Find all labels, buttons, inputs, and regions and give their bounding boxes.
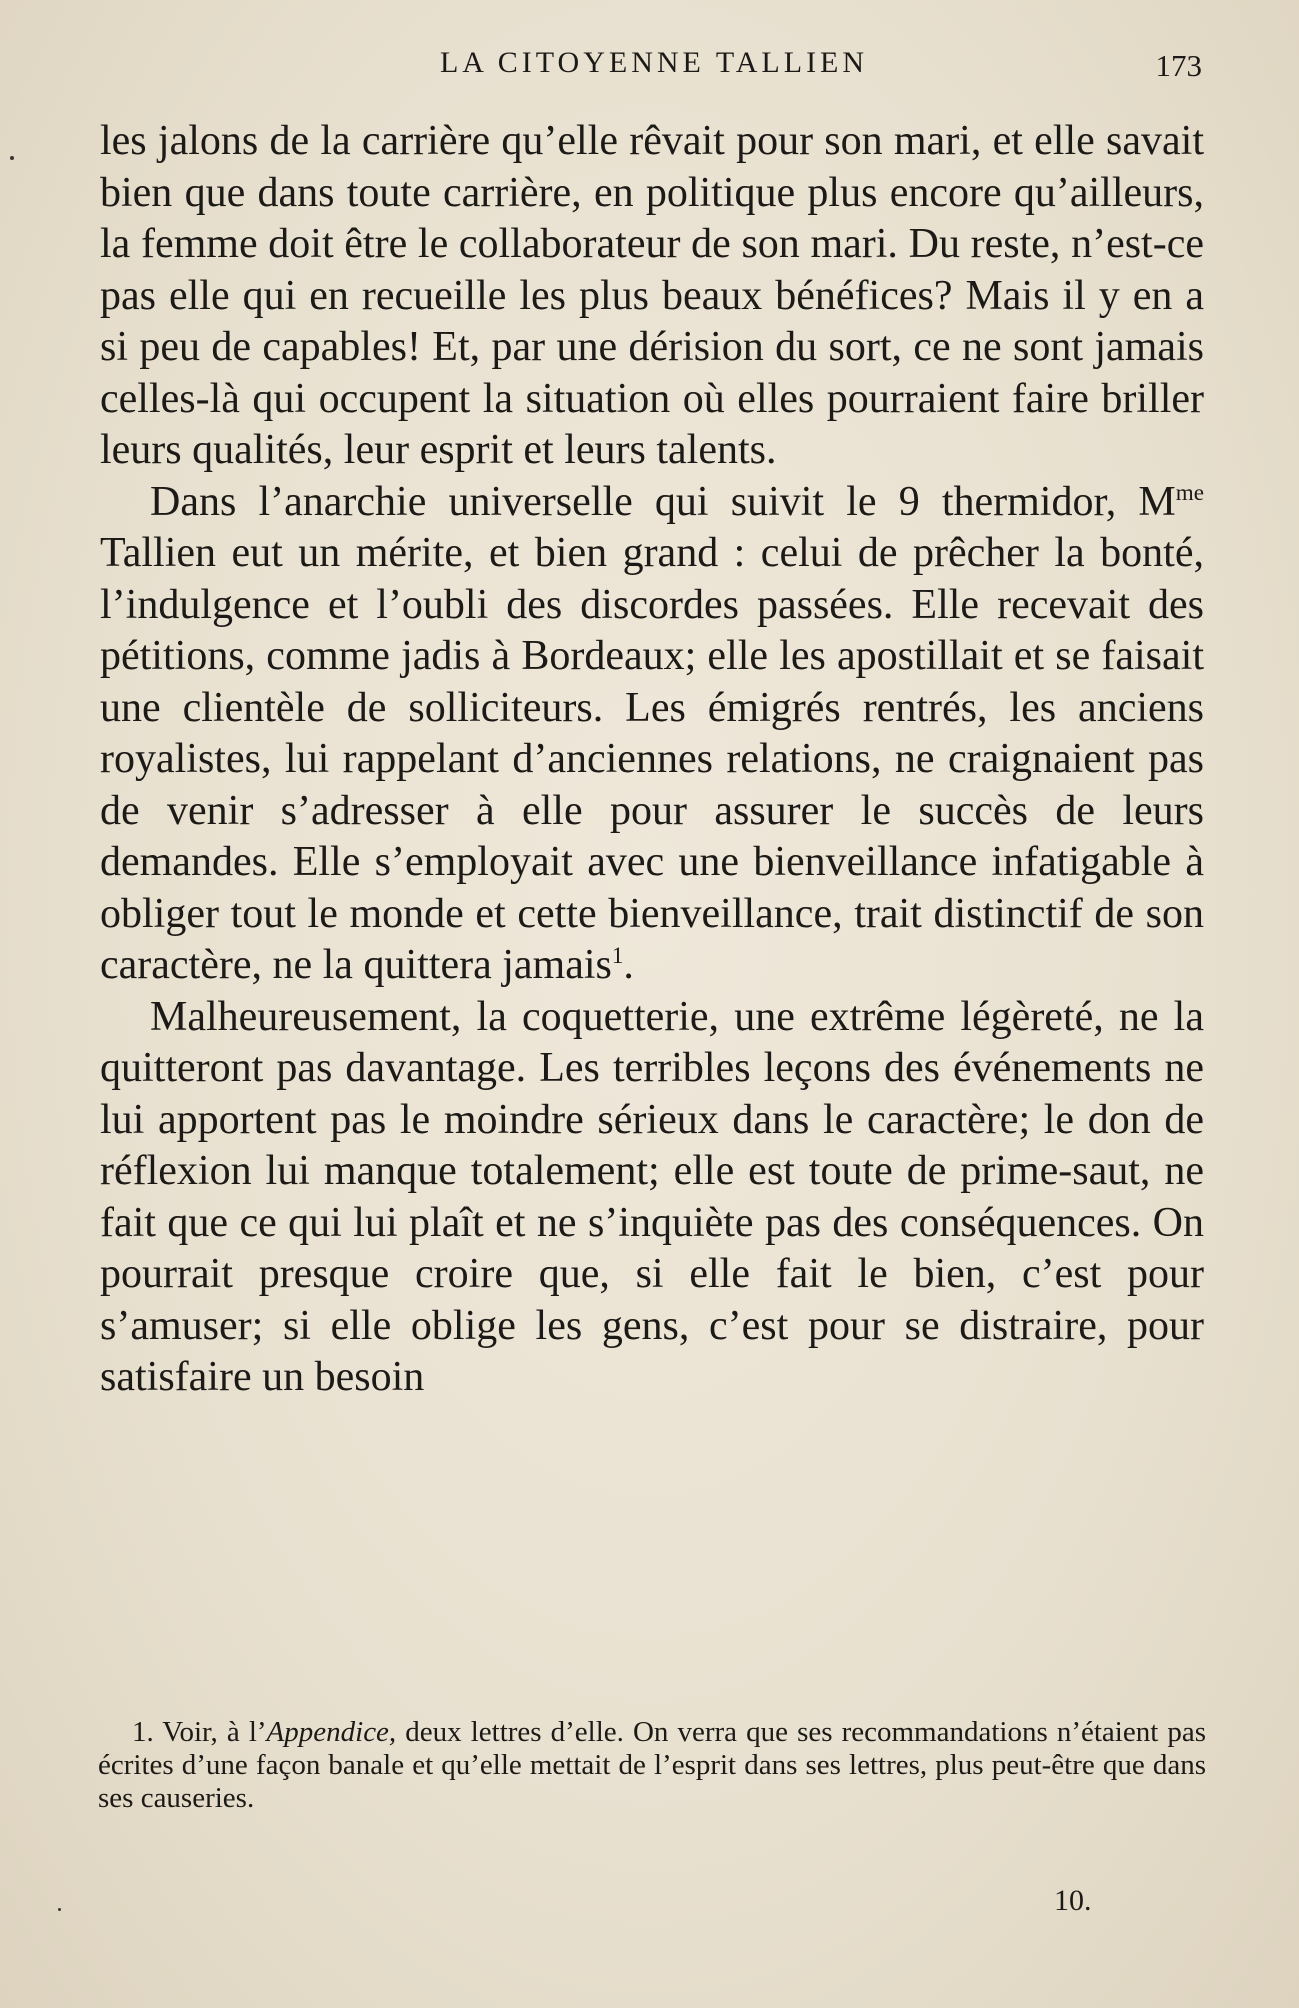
paragraph-text: Dans l’anarchie universelle qui suivit le 9 thermidor, M [150, 478, 1176, 525]
footnote-text: deux lettres d’elle. On verra que ses recommandations n’étaient pas écrites d’une façon banale et qu’elle mettait de l’esprit dans ses lettres, plus peut-être que dans ses causeries. [98, 1716, 1206, 1814]
superscript-abbreviation: me [1175, 478, 1204, 505]
paragraph-text: . [623, 942, 634, 988]
page-header [100, 46, 1208, 86]
footnote-text: Voir, à l’ [153, 1716, 267, 1748]
paragraph: les jalons de la carrière qu’elle rêvait pour son mari, et elle savait bien que dans toute carrière, en politique plus encore qu’ailleurs, la femme doit être le collaborateur de son mari. Du reste, n’est-ce pas elle qui en recueille les plus beaux bénéfices? Mais il y en a si peu de capables! Et, par une dérision du sort, ce ne sont jamais celles-là qui occupent la situation où elles pourraient faire briller leurs qualités, leur esprit et leurs talents. [100, 118, 1204, 473]
signature-mark: 10. [1054, 1884, 1092, 1917]
footnote-reference: 1 [611, 942, 624, 968]
page-number: 173 [1155, 48, 1202, 83]
footnote-number: 1. [132, 1716, 154, 1748]
main-text [100, 116, 1204, 1404]
running-title: LA CITOYENNE TALLIEN [439, 46, 869, 79]
paragraph: Malheureusement, la coquetterie, une extrême légèreté, ne la quitteront pas davantage. Les terribles leçons des événements ne lui apportent pas le moindre sérieux dans le caractère; le don de réflexion lui manque totalement; elle est toute de prime-saut, ne fait que ce qui lui plaît et ne s’inquiète pas des conséquences. On pourrait presque croire que, si elle fait le bien, c’est pour s’amuser; si elle oblige les gens, c’est pour se distraire, pour satisfaire un besoin [100, 993, 1204, 1400]
paragraph [100, 477, 1204, 992]
ink-speck [58, 1908, 61, 1911]
footnote-italic: Appendice, [266, 1716, 397, 1748]
paragraph-text: Tallien eut un mérite, et bien grand : celui de prêcher la bonté, l’indulgence et l’oubli des discordes passées. Elle recevait des pétitions, comme jadis à Bordeaux; elle les apostillait et se faisait une clientèle de solliciteurs. Les émigrés rentrés, les anciens royalistes, lui rappelant d’anciennes relations, ne craignaient pas de venir s’adresser à elle pour assurer le succès de leurs demandes. Elle s’employait avec une bienveillance infatigable à obliger tout le monde et cette bienveillance, trait distinctif de son caractère, ne la quittera jamais [100, 530, 1204, 988]
ink-speck [10, 156, 14, 160]
footnote [98, 1716, 1206, 1815]
